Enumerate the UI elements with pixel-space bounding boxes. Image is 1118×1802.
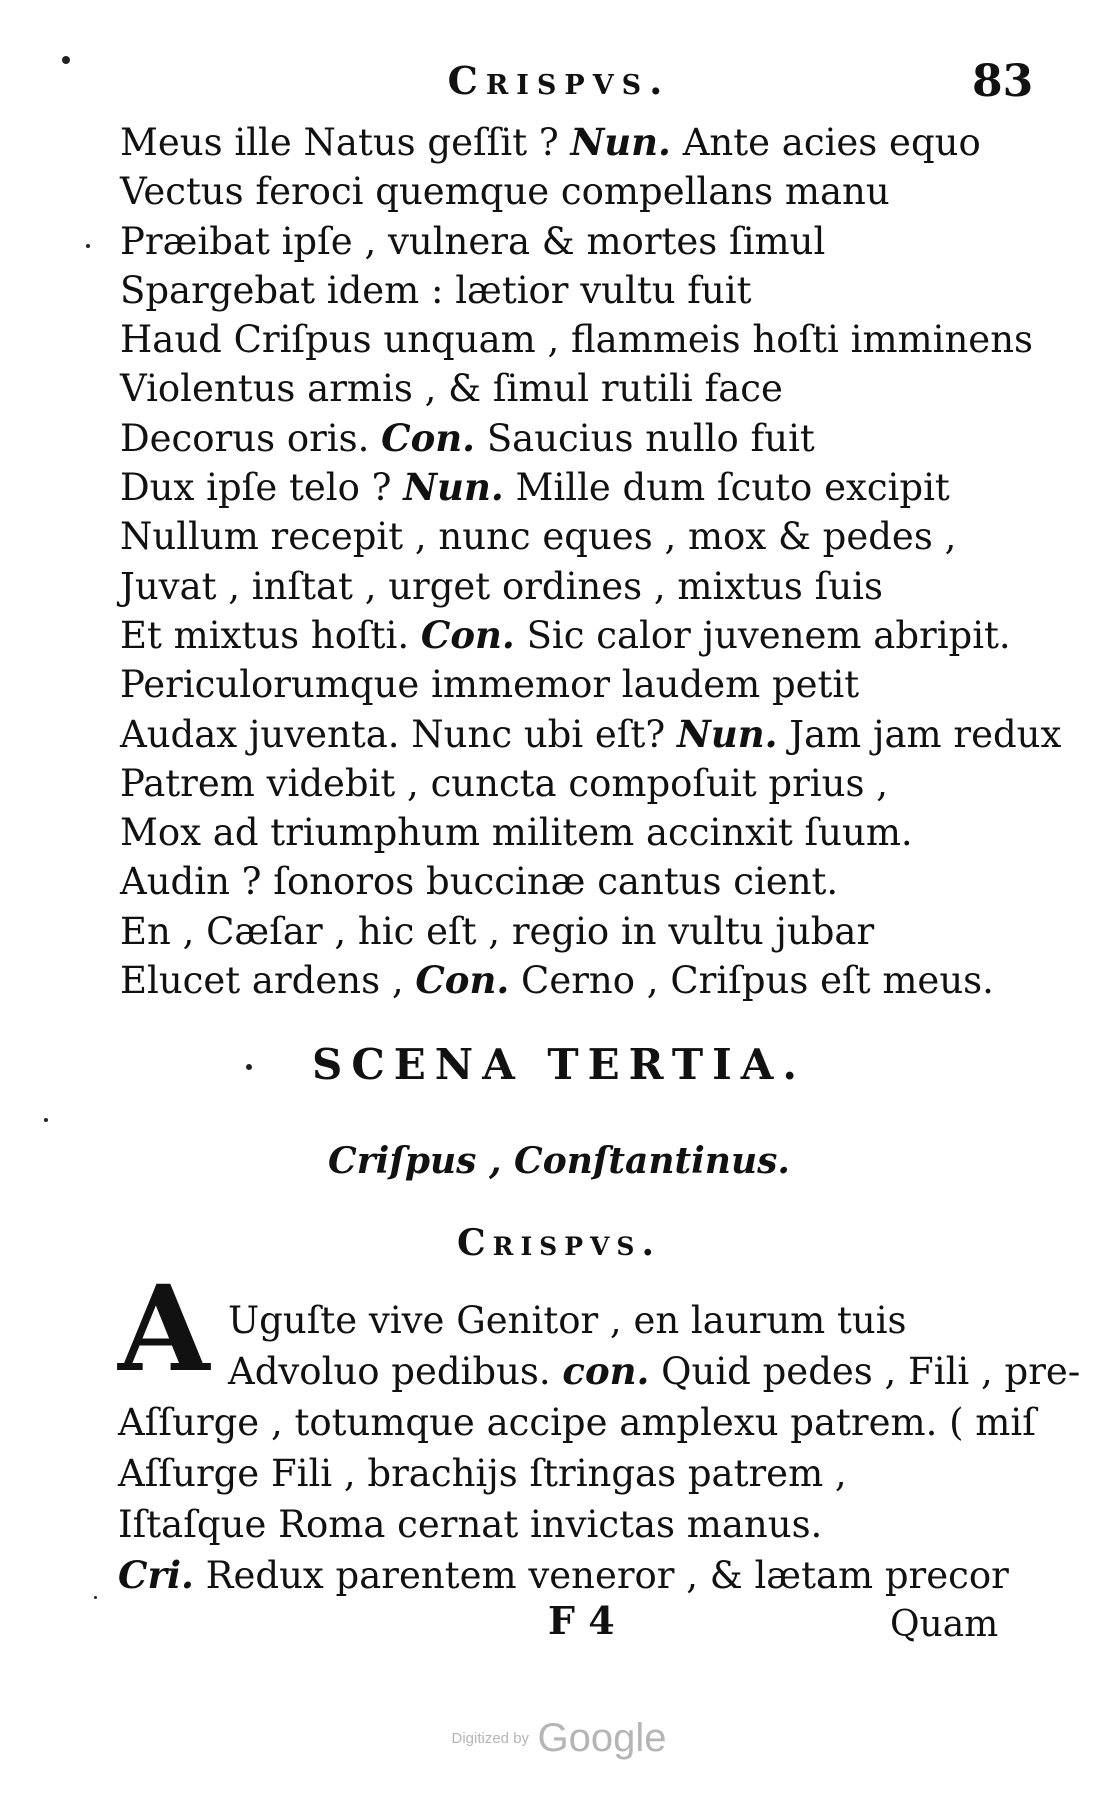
scan-speck xyxy=(246,1064,252,1070)
verse-line xyxy=(120,857,1040,906)
speaker-heading: Crispvs. xyxy=(457,1222,661,1264)
scan-speck xyxy=(86,244,90,248)
verse-text: Quid pedes , Fili , pre- xyxy=(649,1350,1081,1393)
verse-line xyxy=(120,463,1040,512)
verse-line xyxy=(118,1295,1038,1346)
speaker-abbrev: Con. xyxy=(381,415,476,460)
verse-text: Decorus oris. xyxy=(120,416,382,460)
verse-line xyxy=(120,414,1040,463)
verse-text: En , Cæſar , hic eſt , regio in vultu jubar xyxy=(120,909,875,953)
verse-text: Ante acies equo xyxy=(670,121,981,164)
verse-line xyxy=(120,562,1040,611)
scene-title: SCENA TERTIA. xyxy=(312,1040,806,1089)
verse-text: Advoluo pedibus. xyxy=(228,1350,563,1393)
running-head: Crispvs. xyxy=(447,58,671,103)
verse-text: Iſtaſque Roma cernat invictas manus. xyxy=(118,1503,823,1546)
verse-text: Juvat , inſtat , urget ordines , mixtus ſuis xyxy=(120,564,883,608)
verse-text: Saucius nullo fuit xyxy=(475,416,815,460)
verse-text: Dux ipſe telo ? xyxy=(120,466,404,510)
verse-text: Audin ? ſonoros buccinæ cantus cient. xyxy=(120,860,839,904)
verse-text: Patrem videbit , cuncta compoſuit prius , xyxy=(120,761,888,805)
verse-text: Nullum recepit , nunc eques , mox & pedes , xyxy=(120,515,957,559)
signature-mark: F 4 xyxy=(548,1598,615,1643)
verse-line xyxy=(120,956,1040,1005)
speaker-abbrev: Con. xyxy=(415,958,510,1003)
cast-list: Criſpus , Conſtantinus. xyxy=(328,1140,790,1182)
verse-line xyxy=(120,512,1040,561)
verse-block-1 xyxy=(120,118,1062,1005)
speaker-abbrev: Nun. xyxy=(403,465,504,510)
verse-text: Jam jam redux xyxy=(777,712,1062,756)
verse-line xyxy=(118,1448,1038,1499)
speaker-abbrev: Nun. xyxy=(570,120,671,164)
verse-text: Vectus feroci quemque compellans manu xyxy=(120,170,890,214)
verse-text: Sic calor juvenem abripit. xyxy=(514,613,1011,657)
speaker-abbrev: con. xyxy=(562,1349,650,1393)
verse-text: Et mixtus hoſti. xyxy=(120,613,421,657)
verse-line xyxy=(118,1346,1081,1397)
verse-text: Spargebat idem : lætior vultu fuit xyxy=(120,268,752,312)
verse-line xyxy=(120,611,1040,660)
verse-line xyxy=(118,1550,1038,1601)
scan-speck xyxy=(44,1118,48,1122)
verse-text: Audax juventa. Nunc ubi eſt? xyxy=(120,712,677,756)
verse-text: Uguſte vive Genitor , en laurum tuis xyxy=(228,1299,907,1342)
verse-line xyxy=(120,266,1040,315)
verse-line xyxy=(118,1397,1038,1448)
speaker-abbrev: Cri. xyxy=(118,1553,194,1597)
verse-line xyxy=(120,710,1062,759)
verse-text: Elucet ardens , xyxy=(120,959,416,1003)
watermark-prefix: Digitized by xyxy=(451,1730,530,1747)
speaker-abbrev: Con. xyxy=(420,612,515,657)
verse-text: Violentus armis , & ſimul rutili face xyxy=(120,367,783,411)
verse-text: Periculorumque immemor laudem petit xyxy=(120,663,860,707)
verse-text: Aſſurge Fili , brachijs ſtringas patrem , xyxy=(118,1452,847,1495)
verse-text: Redux parentem veneror , & lætam precor xyxy=(193,1554,1009,1597)
verse-text: Haud Criſpus unquam , flammeis hoſti imminens xyxy=(120,318,1034,362)
verse-text: Mille dum ſcuto excipit xyxy=(503,466,950,510)
verse-line xyxy=(120,660,1040,709)
verse-block-2 xyxy=(118,1295,1081,1601)
drop-cap: A xyxy=(118,1259,210,1398)
verse-line xyxy=(120,907,1040,956)
digitization-watermark xyxy=(0,1716,1118,1761)
scan-speck xyxy=(94,1596,97,1599)
verse-line xyxy=(120,808,1040,857)
verse-line xyxy=(120,364,1040,413)
catchword: Quam xyxy=(890,1604,999,1645)
verse-line xyxy=(120,118,1040,167)
verse-text: Meus ille Natus geſſit ? xyxy=(120,121,571,164)
page-number: 83 xyxy=(972,56,1034,107)
verse-line xyxy=(120,167,1040,216)
verse-text: Mox ad triumphum militem accinxit ſuum. xyxy=(120,811,913,855)
verse-line xyxy=(118,1499,1038,1550)
speaker-abbrev: Nun. xyxy=(677,711,778,756)
scan-speck xyxy=(62,56,70,64)
verse-line xyxy=(120,217,1040,266)
verse-text: Cerno , Criſpus eſt meus. xyxy=(509,959,994,1003)
verse-line xyxy=(120,315,1040,364)
verse-text: Præibat ipſe , vulnera & mortes ſimul xyxy=(120,219,826,263)
verse-line xyxy=(120,759,1040,808)
watermark-brand: Google xyxy=(537,1716,667,1760)
verse-text: Aſſurge , totumque accipe amplexu patrem. ( miſ xyxy=(118,1401,1036,1444)
